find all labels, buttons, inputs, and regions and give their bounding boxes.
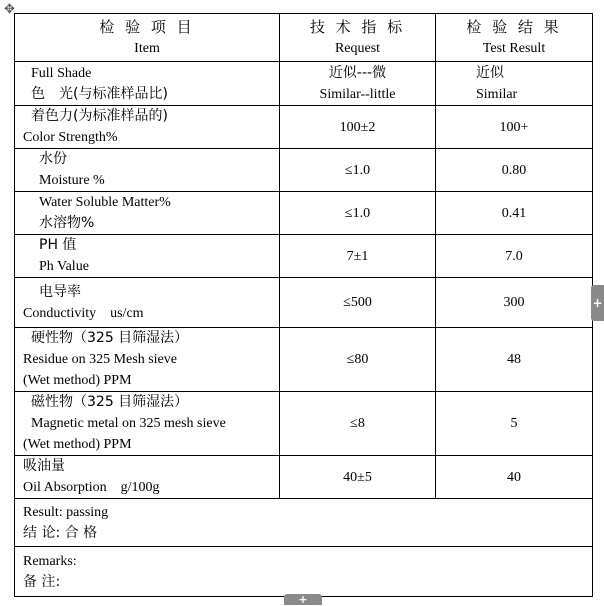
table-row [15,328,593,392]
inspection-table [14,13,593,597]
item-line: Color Strength% [23,130,118,145]
item-line: 电导率 [39,283,81,300]
item-cell [15,392,280,456]
item-cell [15,106,280,149]
table-row [15,456,593,499]
result-cell [436,235,593,278]
item-line: Oil Absorption g/100g [23,480,160,495]
item-line: 硬性物（325 目筛湿法） [31,330,189,346]
result-cell-full [15,499,593,547]
request-line: ≤80 [346,352,369,367]
request-cell [280,278,436,328]
result-cell [436,328,593,392]
add-column-tab-icon[interactable]: + [591,285,604,321]
header-item-cn: 检 验 项 目 [99,17,195,36]
item-line: 磁性物（325 目筛湿法） [31,394,189,410]
table-row [15,278,593,328]
result-cn: 结 论: 合 格 [23,524,98,541]
table-row [15,392,593,456]
item-line: Ph Value [39,259,89,274]
result-en: Result: passing [23,504,109,520]
result-cell [436,149,593,192]
item-line: Full Shade [31,65,92,81]
header-item-cell [15,14,280,62]
request-line: Similar--little [319,86,396,102]
result-line: 300 [503,295,525,310]
remarks-en: Remarks: [23,554,77,569]
item-line: 色 光(与标准样品比) [31,85,168,102]
item-cell [15,235,280,278]
table-row [15,106,593,149]
table-row [15,235,593,278]
request-line: 40±5 [343,469,372,485]
request-cell [280,106,436,149]
item-line: 着色力(为标准样品的) [31,108,168,124]
item-line: (Wet method) PPM [23,373,132,388]
item-line: Magnetic metal on 325 mesh sieve [31,416,226,431]
header-request-en: Request [334,40,381,56]
item-line: PH 值 [39,237,77,253]
result-line: 5 [510,416,518,431]
add-row-tab-icon[interactable]: + [284,594,322,605]
request-cell [280,328,436,392]
table-row [15,62,593,106]
request-line: ≤1.0 [344,162,371,178]
result-cell [436,392,593,456]
remarks-row [15,547,593,597]
result-line: Similar [476,86,518,102]
request-line: 100±2 [339,119,376,135]
result-line: 40 [507,469,521,485]
item-line: Residue on 325 Mesh sieve [23,352,177,367]
result-cell [436,106,593,149]
item-line: Conductivity us/cm [23,305,144,321]
item-line: Water Soluble Matter% [39,195,171,210]
item-cell [15,456,280,499]
remarks-cn: 备 注: [23,574,61,590]
result-row [15,499,593,547]
table-row [15,192,593,235]
request-cell [280,149,436,192]
request-line: 7±1 [346,248,369,264]
table-move-handle-icon[interactable]: ✥ [4,2,15,17]
result-line: 近似 [476,64,504,81]
request-cell [280,235,436,278]
header-request-cn: 技 术 指 标 [309,17,406,36]
item-cell [15,62,280,106]
header-result-en: Test Result [482,40,546,56]
request-line: ≤500 [343,295,372,310]
request-cell [280,192,436,235]
result-cell [436,62,593,106]
item-line: (Wet method) PPM [23,437,132,452]
result-line: 48 [507,352,521,367]
request-cell [280,62,436,106]
result-cell [436,278,593,328]
remarks-cell [15,547,593,597]
header-result-cell [436,14,593,62]
header-request-cell [280,14,436,62]
request-line: ≤8 [350,416,365,431]
table-row [15,149,593,192]
header-result-cn: 检 验 结 果 [466,17,562,36]
result-line: 100+ [499,119,529,135]
request-cell [280,392,436,456]
request-line: 近似---微 [328,64,387,81]
item-cell [15,149,280,192]
result-cell [436,456,593,499]
item-line: 水份 [39,151,67,167]
result-line: 0.80 [501,162,527,178]
item-line: 吸油量 [23,458,65,474]
result-cell [436,192,593,235]
item-cell [15,278,280,328]
item-cell [15,192,280,235]
header-item-en: Item [134,40,160,56]
request-cell [280,456,436,499]
result-line: 7.0 [505,248,523,264]
header-row [15,14,593,62]
item-line: Moisture % [39,173,105,188]
item-cell [15,328,280,392]
result-line: 0.41 [501,205,527,221]
request-line: ≤1.0 [344,205,371,221]
item-line: 水溶物% [39,215,95,231]
